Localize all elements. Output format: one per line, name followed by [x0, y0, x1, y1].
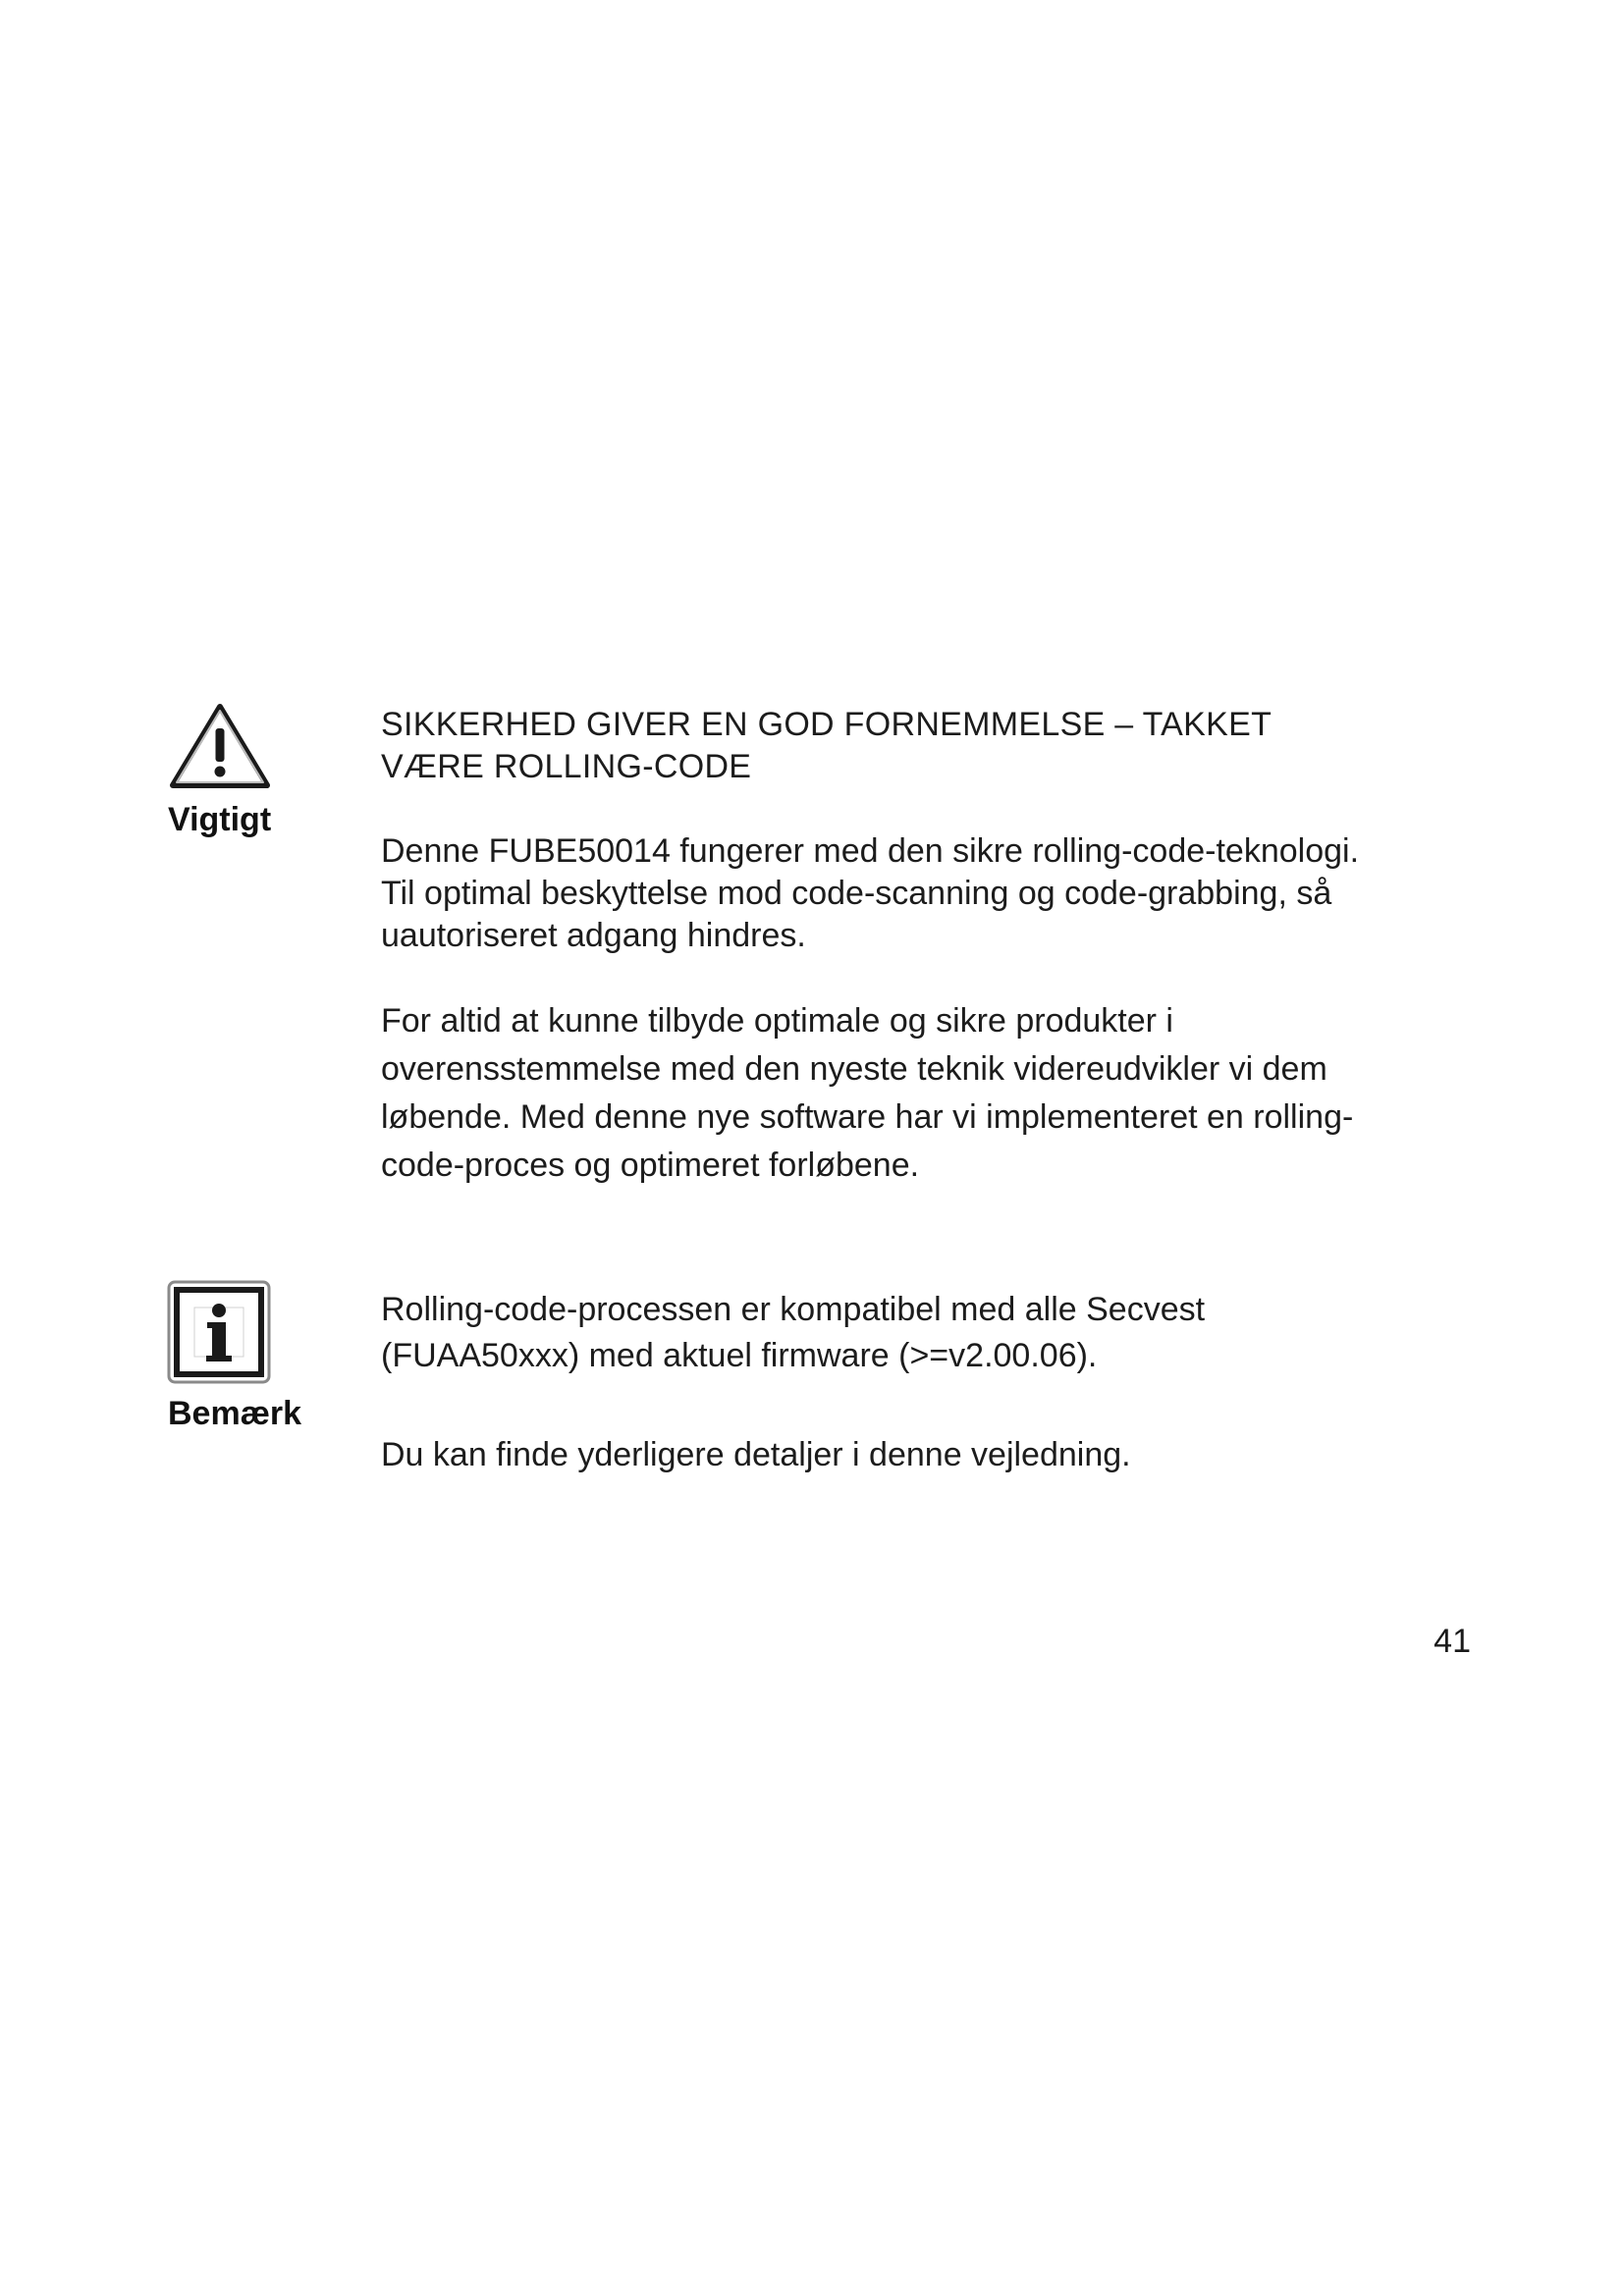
text-line: Denne FUBE50014 fungerer med den sikre rolling-code-teknologi.	[381, 832, 1360, 870]
text-line: overensstemmelse med den nyeste teknik videreudvikler vi dem	[381, 1050, 1327, 1088]
text-line: Rolling-code-processen er kompatibel med alle Secvest	[381, 1291, 1206, 1328]
warning-triangle-icon	[165, 699, 275, 793]
information-icon	[165, 1278, 273, 1386]
page-number: 41	[1434, 1623, 1471, 1660]
heading-line: SIKKERHED GIVER EN GOD FORNEMMELSE – TAKKET	[381, 706, 1272, 743]
text-line: code-proces og optimeret forløbene.	[381, 1147, 920, 1184]
text-line: Til optimal beskyttelse mod code-scanning og code-grabbing, så	[381, 875, 1332, 912]
note-label: Bemærk	[168, 1395, 302, 1432]
section-heading	[381, 704, 1471, 788]
text-line: løbende. Med denne nye software har vi implementeret en rolling-	[381, 1098, 1354, 1136]
text-line: uautoriseret adgang hindres.	[381, 917, 806, 954]
important-label: Vigtigt	[168, 801, 272, 838]
text-line: For altid at kunne tilbyde optimale og sikre produkter i	[381, 1002, 1173, 1040]
text-line: Du kan finde yderligere detaljer i denne vejledning.	[381, 1436, 1131, 1473]
paragraph-rolling-code-intro	[381, 830, 1471, 957]
paragraph-development	[381, 997, 1471, 1190]
paragraph-more-details	[381, 1434, 1471, 1476]
paragraph-compatibility	[381, 1287, 1471, 1379]
text-line: (FUAA50xxx) med aktuel firmware (>=v2.00.06).	[381, 1337, 1098, 1374]
heading-line: VÆRE ROLLING-CODE	[381, 748, 752, 785]
